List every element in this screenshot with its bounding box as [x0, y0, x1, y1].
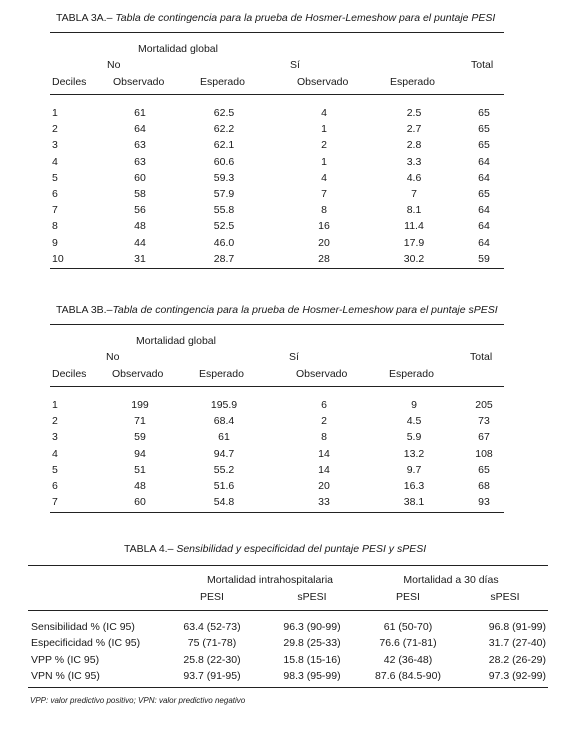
table-3b-row-1-decil: 1 [52, 399, 58, 411]
table-3b-top-rule [50, 324, 504, 325]
table-4-row-4-pesi-hosp: 93.7 (91-95) [183, 669, 241, 682]
table-3a-esperado-si-header: Esperado [390, 76, 435, 88]
table-3a-row-8-observado-si: 16 [318, 220, 330, 233]
table-3a-top-rule [50, 32, 504, 33]
table-3b-row-7-observado-no: 60 [134, 496, 146, 509]
table-4-title-prefix: TABLA 4.– [124, 543, 174, 555]
table-4-row-3-metric: VPP % (IC 95) [31, 653, 100, 666]
table-3a-row-1-observado-si: 4 [321, 107, 327, 119]
table-3a-observado-si-header: Observado [297, 76, 349, 88]
table-3a-deciles-header: Deciles [52, 76, 87, 88]
table-3b-row-5-decil: 5 [52, 463, 58, 476]
table-3a-row-6-observado-no: 58 [134, 188, 146, 200]
table-3a-row-9-esperado-no: 46.0 [213, 236, 235, 249]
table-3b-row-6-observado-si: 20 [318, 480, 330, 492]
table-4-row-1-spesi-hosp: 96.3 (90-99) [283, 621, 341, 633]
table-3a-total-label: Total [471, 59, 494, 71]
table-4-spesi-header-2: sPESI [490, 591, 520, 603]
table-4-row-3-spesi-30d: 28.2 (26-29) [488, 653, 546, 666]
table-3b-row-1-observado-si: 6 [321, 399, 327, 411]
table-3b-row-4-decil: 4 [52, 447, 58, 460]
table-3b-header-rule [50, 386, 504, 387]
table-3a-row-2-observado-si: 1 [321, 123, 327, 136]
table-3a-row-9-observado-no: 44 [134, 236, 146, 249]
table-4-row-1-spesi-30d: 96.8 (91-99) [488, 621, 546, 633]
table-3a-row-5-observado-no: 60 [134, 171, 146, 184]
table-3a-row-6-observado-si: 7 [321, 188, 327, 200]
table-4-spesi-header-1: sPESI [297, 591, 327, 603]
table-3a-row-6-esperado-si: 7 [411, 188, 417, 200]
table-3a-row-7-decil: 7 [52, 204, 58, 217]
table-3a-row-6-total: 65 [478, 188, 490, 200]
table-3a-row-2-esperado-si: 2.7 [406, 123, 422, 136]
table-3a-row-2-esperado-no: 62.2 [213, 123, 235, 136]
table-3a-row-4-decil: 4 [52, 155, 58, 168]
table-3b-row-3-decil: 3 [52, 431, 58, 444]
table-3b-row-2-esperado-si: 4.5 [406, 415, 422, 428]
table-4-row-2-spesi-30d: 31.7 (27-40) [488, 637, 546, 650]
table-3b-row-2-esperado-no: 68.4 [213, 415, 235, 428]
table-3a-row-4-esperado-si: 3.3 [406, 155, 422, 168]
table-3a-row-5-observado-si: 4 [321, 171, 327, 184]
table-3b-row-5-total: 65 [478, 463, 490, 476]
table-3b-title-prefix: TABLA 3B.– [56, 304, 113, 316]
table-3b-row-1-esperado-si: 9 [411, 399, 417, 411]
table-3b-row-2-decil: 2 [52, 415, 58, 428]
table-3b-row-5-esperado-no: 55.2 [213, 463, 235, 476]
table-3a-row-4-total: 64 [478, 155, 490, 168]
table-3b-row-4-total: 108 [475, 447, 493, 460]
table-4-row-2-pesi-30d: 76.6 (71-81) [379, 637, 437, 650]
table-3b-row-1-total: 205 [475, 399, 493, 411]
table-3a-row-3-total: 65 [478, 139, 490, 152]
table-3a-row-2-total: 65 [478, 123, 490, 136]
table-3b-row-7-esperado-si: 38.1 [403, 496, 425, 509]
table-3b-row-6-observado-no: 48 [134, 480, 146, 492]
table-3b-row-4-observado-si: 14 [318, 447, 330, 460]
table-3a-row-9-total: 64 [478, 236, 490, 249]
table-3b-row-1-esperado-no: 195.9 [210, 399, 238, 411]
table-4-row-2-metric: Especificidad % (IC 95) [31, 637, 141, 650]
table-3a-header-rule [50, 94, 504, 95]
table-4-row-1-metric: Sensibilidad % (IC 95) [31, 621, 135, 633]
table-3a-row-7-observado-si: 8 [321, 204, 327, 217]
table-3a-row-10-esperado-si: 30.2 [403, 252, 425, 265]
table-3a-row-6-esperado-no: 57.9 [213, 188, 235, 200]
table-4-row-4-spesi-30d: 97.3 (92-99) [488, 669, 546, 682]
table-3a-row-10-observado-no: 31 [134, 252, 146, 265]
table-4-bottom-rule [28, 687, 548, 688]
table-3a-row-9-observado-si: 20 [318, 236, 330, 249]
table-3b-row-1-observado-no: 199 [131, 399, 149, 411]
table-3b-row-3-esperado-no: 61 [218, 431, 230, 444]
table-4-row-4-pesi-30d: 87.6 (84.5-90) [375, 669, 441, 682]
table-4-row-1-pesi-hosp: 63.4 (52-73) [183, 621, 241, 633]
table-4-footnote: VPP: valor predictivo positivo; VPN: valor predictivo negativo [30, 696, 246, 705]
table-4-row-3-spesi-hosp: 15.8 (15-16) [283, 653, 341, 666]
table-3a-row-2-observado-no: 64 [134, 123, 146, 136]
table-3b-esperado-no-header: Esperado [199, 368, 244, 380]
table-3a-row-2-decil: 2 [52, 123, 58, 136]
table-3a-row-10-total: 59 [478, 252, 490, 265]
table-3a-bottom-rule [50, 268, 504, 269]
table-3b-title [56, 304, 498, 316]
table-4-header-rule [28, 610, 548, 611]
table-3a-observado-no-header: Observado [113, 76, 165, 88]
table-3b-bottom-rule [50, 512, 504, 513]
table-4-title-text: Sensibilidad y especificidad del puntaje PESI y sPESI [173, 543, 427, 555]
table-3a-row-7-esperado-no: 55.8 [213, 204, 235, 217]
table-4-title [124, 543, 426, 555]
table-3b-title-text: Tabla de contingencia para la prueba de Hosmer-Lemeshow para el puntaje sPESI [112, 304, 498, 316]
table-3b-row-2-total: 73 [478, 415, 490, 428]
table-4-row-3-pesi-30d: 42 (36-48) [383, 653, 433, 666]
table-4-row-2-pesi-hosp: 75 (71-78) [187, 637, 237, 650]
table-3b-row-6-decil: 6 [52, 480, 58, 492]
table-3b-row-3-esperado-si: 5.9 [406, 431, 422, 444]
table-3a-title [56, 12, 495, 24]
table-3a-row-7-total: 64 [478, 204, 490, 217]
table-3a-row-1-observado-no: 61 [134, 107, 146, 119]
table-4-pesi-header-2: PESI [396, 591, 420, 603]
table-3a-row-8-esperado-no: 52.5 [213, 220, 235, 233]
table-4-row-4-metric: VPN % (IC 95) [31, 669, 100, 682]
table-3a-row-1-esperado-no: 62.5 [213, 107, 235, 119]
table-3a-group-label: Mortalidad global [138, 43, 218, 55]
table-3b-row-2-observado-no: 71 [134, 415, 146, 428]
table-3b-row-5-esperado-si: 9.7 [406, 463, 422, 476]
table-3b-row-6-esperado-no: 51.6 [213, 480, 235, 492]
table-3a-row-4-observado-no: 63 [134, 155, 146, 168]
table-3b-si-label: Sí [289, 351, 299, 363]
table-3a-row-1-decil: 1 [52, 107, 58, 119]
table-4-group2-label: Mortalidad a 30 días [403, 574, 499, 586]
table-3b-row-7-esperado-no: 54.8 [213, 496, 235, 509]
table-3a-row-10-observado-si: 28 [318, 252, 330, 265]
table-3a-row-10-decil: 10 [52, 252, 64, 265]
table-3b-row-4-esperado-no: 94.7 [213, 447, 235, 460]
table-3b-row-4-observado-no: 94 [134, 447, 146, 460]
table-3a-row-3-esperado-si: 2.8 [406, 139, 422, 152]
table-3b-observado-no-header: Observado [112, 368, 164, 380]
table-3a-row-3-observado-no: 63 [134, 139, 146, 152]
table-3a-row-5-total: 64 [478, 171, 490, 184]
table-3b-row-2-observado-si: 2 [321, 415, 327, 428]
table-3a-row-1-esperado-si: 2.5 [406, 107, 422, 119]
table-4-group1-label: Mortalidad intrahospitalaria [206, 574, 334, 586]
table-3a-title-prefix: TABLA 3A.– [56, 12, 113, 24]
table-3b-row-7-decil: 7 [52, 496, 58, 509]
table-3b-deciles-header: Deciles [52, 368, 87, 380]
table-4-pesi-header-1: PESI [200, 591, 224, 603]
table-3a-title-text: Tabla de contingencia para la prueba de Hosmer-Lemeshow para el puntaje PESI [112, 12, 496, 24]
table-3a-row-6-decil: 6 [52, 188, 58, 200]
table-3a-row-3-observado-si: 2 [321, 139, 327, 152]
table-3a-row-7-esperado-si: 8.1 [406, 204, 422, 217]
table-3a-row-8-esperado-si: 11.4 [404, 220, 424, 233]
table-3b-row-5-observado-no: 51 [134, 463, 146, 476]
table-3a-row-10-esperado-no: 28.7 [213, 252, 235, 265]
table-3a-row-9-decil: 9 [52, 236, 58, 249]
table-3a-row-5-esperado-si: 4.6 [406, 171, 422, 184]
table-4-top-rule [28, 565, 548, 566]
table-4-row-3-pesi-hosp: 25.8 (22-30) [183, 653, 241, 666]
table-3a-si-label: Sí [290, 59, 300, 71]
table-3b-row-6-total: 68 [478, 480, 490, 492]
table-4-row-4-spesi-hosp: 98.3 (95-99) [283, 669, 341, 682]
table-3a-row-9-esperado-si: 17.9 [403, 236, 425, 249]
table-3a-row-5-esperado-no: 59.3 [213, 171, 235, 184]
table-3b-row-3-observado-si: 8 [321, 431, 327, 444]
table-3b-no-label: No [106, 351, 120, 363]
table-3b-row-4-esperado-si: 13.2 [403, 447, 425, 460]
table-3a-row-8-total: 64 [478, 220, 490, 233]
table-3b-esperado-si-header: Esperado [389, 368, 434, 380]
table-3a-row-8-observado-no: 48 [134, 220, 146, 233]
table-3a-row-7-observado-no: 56 [134, 204, 146, 217]
table-3b-row-7-observado-si: 33 [318, 496, 330, 509]
table-3a-row-4-observado-si: 1 [321, 155, 327, 168]
table-3a-row-4-esperado-no: 60.6 [213, 155, 235, 168]
table-3b-row-5-observado-si: 14 [318, 463, 330, 476]
table-3a-row-3-decil: 3 [52, 139, 58, 152]
table-3a-row-1-total: 65 [478, 107, 490, 119]
table-3b-row-6-esperado-si: 16.3 [403, 480, 425, 492]
table-3b-observado-si-header: Observado [296, 368, 348, 380]
table-3b-total-label: Total [470, 351, 493, 363]
table-3a-row-8-decil: 8 [52, 220, 58, 233]
table-3b-row-3-observado-no: 59 [134, 431, 146, 444]
table-3b-row-3-total: 67 [478, 431, 490, 444]
table-4-row-2-spesi-hosp: 29.8 (25-33) [283, 637, 341, 650]
table-3a-row-3-esperado-no: 62.1 [213, 139, 235, 152]
table-3b-group-label: Mortalidad global [136, 335, 216, 347]
table-3b-row-7-total: 93 [478, 496, 490, 509]
table-4-row-1-pesi-30d: 61 (50-70) [383, 621, 433, 633]
table-3a-esperado-no-header: Esperado [200, 76, 245, 88]
table-3a-row-5-decil: 5 [52, 171, 58, 184]
table-3a-no-label: No [107, 59, 121, 71]
